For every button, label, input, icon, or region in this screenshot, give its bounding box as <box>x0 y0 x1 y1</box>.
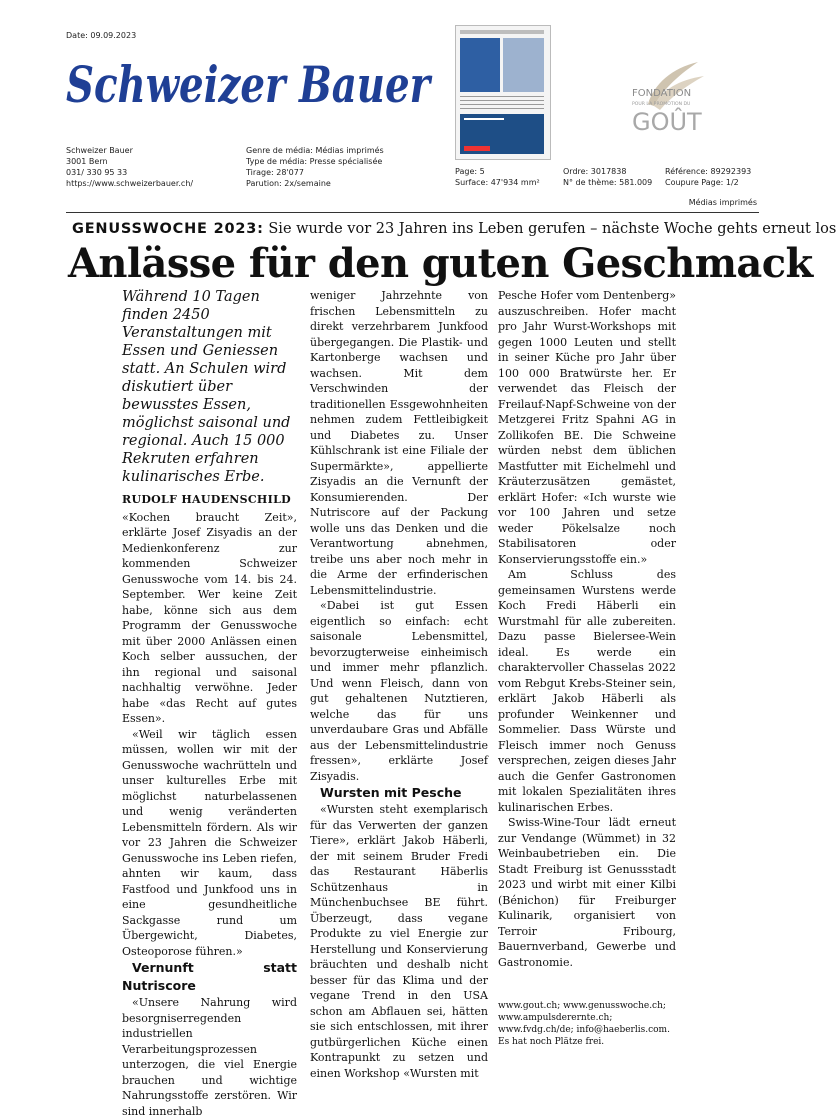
page-info <box>455 166 540 188</box>
paragraph: «Kochen braucht Zeit», erklärte Josef Zisyadis an der Medienkonferenz zur kommenden Schweizer Genusswoche vom 14. bis 24. September. Wer keine Zeit habe, könne sich aus dem Programm der Genusswoche mit über 2000 Anlässen einen Koch selber aussuchen, der ihn regional und saisonal nachhaltig verwöhne. Jeder habe «das Recht auf gutes Essen». <box>122 510 297 725</box>
article-lead: Während 10 Tagen finden 2450 Veranstaltungen mit Essen und Geniessen statt. An Schulen wird diskutiert über bewusstes Essen, möglichst saisonal und regional. Auch 15 000 Rekruten erfahren kulinarisches Erbe. <box>122 289 291 485</box>
media-parution: Parution: 2x/semaine <box>246 179 331 188</box>
article-column-1 <box>122 288 297 1119</box>
page-number: Page: 5 <box>455 167 485 176</box>
media-genre: Genre de média: Médias imprimés <box>246 146 384 155</box>
article-headline: Anlässe für den guten Geschmack <box>68 240 813 287</box>
subhead-vernunft: Vernunft statt Nutriscore <box>122 960 297 993</box>
paragraph: Pesche Hofer vom Dentenberg» auszuschreiben. Hofer macht pro Jahr Wurst-Workshops mit gegen 1000 Leuten und stellt in seiner Küche pro Jahr über 100 000 Bratwürste her. Er verwendet das Fleisch der Freilauf-Napf-Schweine von der Metzgerei Fritz Spahni AG in Zollikofen BE. Die Schweine würden nebst dem üblichen Mastfutter mit Eichelmehl und Kräuterzusätzen gemästet, erklärt Hofer: «Ich wurste wie vor 100 Jahren und setze weder Pökelsalze noch Stabilisatoren oder Konservierungsstoffe ein.» <box>498 289 676 566</box>
order-info <box>563 166 652 188</box>
page-thumbnail <box>455 25 551 160</box>
coupure-page: Coupure Page: 1/2 <box>665 178 739 187</box>
paragraph: «Dabei ist gut Essen eigentlich so einfach: echt saisonale Lebensmittel, bevorzugterweise einheimisch und immer mehr pflanzlich. Und wenn Fleisch, dann von gut gehaltenen Nutztieren, welche das für uns unverdaubare Gras und Abfälle aus der Lebensmittelindustrie fressen», erklärte Josef Zisyadis. <box>310 599 488 783</box>
fondation-line3: GOÛT <box>632 108 702 136</box>
subhead-wursten: Wursten mit Pesche <box>320 785 462 800</box>
reference-number: Référence: 89292393 <box>665 167 752 176</box>
contact-links: www.gout.ch; www.genusswoche.ch; www.ampulsderernte.ch; www.fvdg.ch/de; info@haeberlis.com. Es hat noch Plätze frei. <box>498 1001 670 1047</box>
theme-number: N° de thème: 581.009 <box>563 178 653 187</box>
date-line: Date: 09.09.2023 <box>66 31 137 40</box>
paragraph: weniger Jahrzehnte von frischen Lebensmitteln zu direkt verzehrbarem Junkfood übergegangen. Die Plastik- und Kartonberge wachsen und wachsen. Mit dem Verschwinden der traditionellen Essgewohnheiten nehmen zudem Fettleibigkeit und Diabetes zu. Unser Kühlschrank ist eine Filiale der Supermärkte», appellierte Zisyadis an die Vernunft der Konsumierenden. Der Nutriscore auf der Packung wolle uns das Denken und die Verantwortung abnehmen, treibe uns aber noch mehr in die Arme der erfinderischen Lebensmittelindustrie. <box>310 289 488 597</box>
article-column-2 <box>310 288 488 1081</box>
publisher-url[interactable]: https://www.schweizerbauer.ch/ <box>66 179 194 188</box>
paragraph: «Unsere Nahrung wird besorgniserregenden industriellen Verarbeitungsprozessen unterzogen, die viel Energie brauchen und wichtige Nahrungsstoffe zerstören. Wir sind innerhalb <box>122 996 297 1118</box>
article-column-3 <box>498 288 676 1048</box>
paragraph: «Weil wir täglich essen müssen, wollen wir mit der Genusswoche wachrütteln und unser kulturelles Erbe mit möglichst naturbelassenen und wenig veränderten Lebensmitteln fördern. Als wir vor 23 Jahren die Schweizer Genusswoche ins Leben riefen, ahnten wir kaum, dass Fastfood und Junkfood uns in eine gesundheitliche Sackgasse rund um Übergewicht, Diabetes, Osteoporose führen.» <box>122 727 297 958</box>
kicker-label: GENUSSWOCHE 2023: <box>72 221 264 237</box>
paragraph: «Wursten steht exemplarisch für das Verwerten der ganzen Tiere», erklärt Jakob Häberli, der mit seinem Bruder Fredi das Restaurant Häberlis Schützenhaus in Münchenbuchsee BE führt. Überzeugt, dass vegane Produkte zu viel Energie zur Herstellung und Konservierung bräuchten und deshalb nicht besser für das Klima und der vegane Trend in den USA schon am Abflauen sei, hätten sie sich entschlossen, mit ihrer gutbürgerlichen Küche einen Kontrapunkt zu setzen und einen Workshop «Wursten mit <box>310 803 488 1080</box>
header-divider <box>66 212 759 213</box>
order-number: Ordre: 3017838 <box>563 167 627 176</box>
publisher-info <box>66 145 193 189</box>
paragraph: Am Schluss des gemeinsamen Wurstens werde Koch Fredi Häberli ein Wurstmahl für alle zubereiten. Dazu passe Bielersee-Wein ideal. Es werde ein charaktervoller Chasselas 2022 vom Rebgut Krebs-Steiner sein, erklärt Jakob Häberli als profunder Weinkenner und Sommelier. Dass Würste und Fleisch immer noch Genuss versprechen, zeigen dieses Jahr auch die Genfer Gastronomen mit lokalen Spezialitäten ihres kulinarischen Erbes. <box>498 568 676 814</box>
article-kicker <box>72 220 836 238</box>
media-info <box>246 145 384 189</box>
publisher-city: 3001 Bern <box>66 157 108 166</box>
media-type: Type de média: Presse spécialisée <box>246 157 383 166</box>
masthead-text: Schweizer Bauer <box>66 55 433 114</box>
fondation-gout-logo <box>614 60 724 140</box>
media-tirage: Tirage: 28'077 <box>246 168 304 177</box>
publisher-phone: 031/ 330 95 33 <box>66 168 128 177</box>
fondation-line2: POUR LA PROMOTION DU <box>632 102 691 107</box>
paragraph: Swiss-Wine-Tour lädt erneut zur Vendange (Wümmet) in 32 Weinbaubetrieben ein. Die Stadt Freiburg ist Genussstadt 2023 und wirbt mit einer Kilbi (Bénichon) für Freiburger Kulinarik, organisiert von Terroir Fribourg, Bauernverband, Gewerbe und Gastronomie. <box>498 816 676 969</box>
media-category-label: Médias imprimés <box>688 198 757 207</box>
masthead-logo <box>64 44 434 122</box>
article-author: RUDOLF HAUDENSCHILD <box>122 493 291 506</box>
page-surface: Surface: 47'934 mm² <box>455 178 540 187</box>
reference-info <box>665 166 751 188</box>
publisher-name: Schweizer Bauer <box>66 146 133 155</box>
fondation-line1: FONDATION <box>632 88 692 99</box>
kicker-text: Sie wurde vor 23 Jahren ins Leben gerufen – nächste Woche gehts erneut los <box>268 221 836 237</box>
